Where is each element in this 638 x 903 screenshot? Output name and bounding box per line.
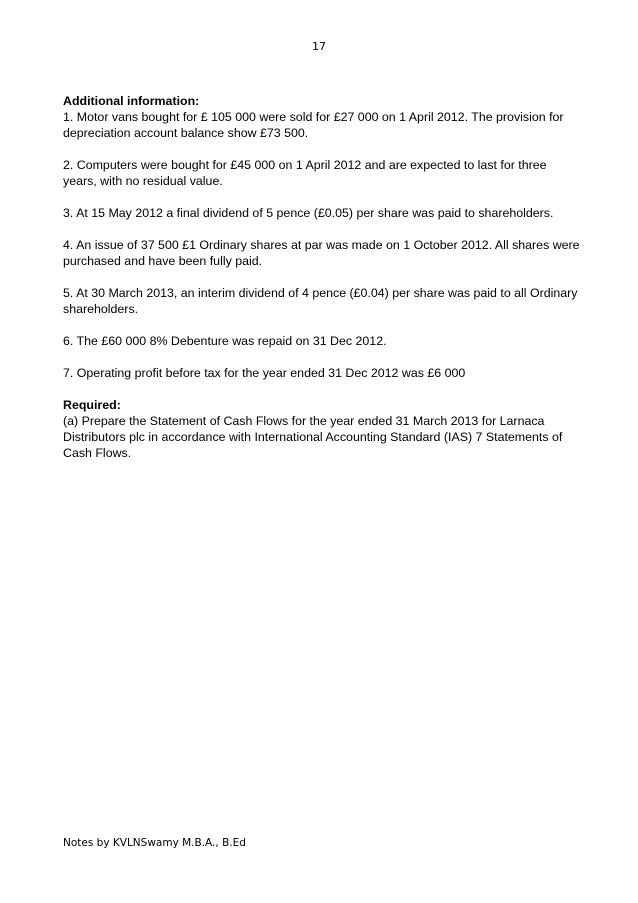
info-item-7: 7. Operating profit before tax for the year ended 31 Dec 2012 was £6 000 xyxy=(63,366,466,380)
additional-information-heading: Additional information: xyxy=(63,94,200,108)
required-section xyxy=(63,397,583,461)
info-item-3: 3. At 15 May 2012 a final dividend of 5 pence (£0.05) per share was paid to shareholders. xyxy=(63,206,554,220)
additional-information-section xyxy=(63,93,583,141)
info-item-5: 5. At 30 March 2013, an interim dividend of 4 pence (£0.04) per share was paid to all Ordinary shareholders. xyxy=(63,286,578,316)
required-text: (a) Prepare the Statement of Cash Flows for the year ended 31 March 2013 for Larnaca Distributors plc in accordance with International Accounting Standard (IAS) 7 Statements of Cash Flows. xyxy=(63,414,563,460)
info-item-1: 1. Motor vans bought for £ 105 000 were sold for £27 000 on 1 April 2012. The provision for depreciation account balance show £73 500. xyxy=(63,110,564,140)
info-item-6: 6. The £60 000 8% Debenture was repaid on 31 Dec 2012. xyxy=(63,334,387,348)
info-item-4: 4. An issue of 37 500 £1 Ordinary shares at par was made on 1 October 2012. All shares were purchased and have been fully paid. xyxy=(63,238,580,268)
required-heading: Required: xyxy=(63,398,121,412)
footer-note: Notes by KVLNSwamy M.B.A., B.Ed xyxy=(63,837,246,849)
info-item-2: 2. Computers were bought for £45 000 on 1 April 2012 and are expected to last for three years, with no residual value. xyxy=(63,158,547,188)
document-body xyxy=(63,93,583,477)
page-number: 17 xyxy=(312,40,326,53)
